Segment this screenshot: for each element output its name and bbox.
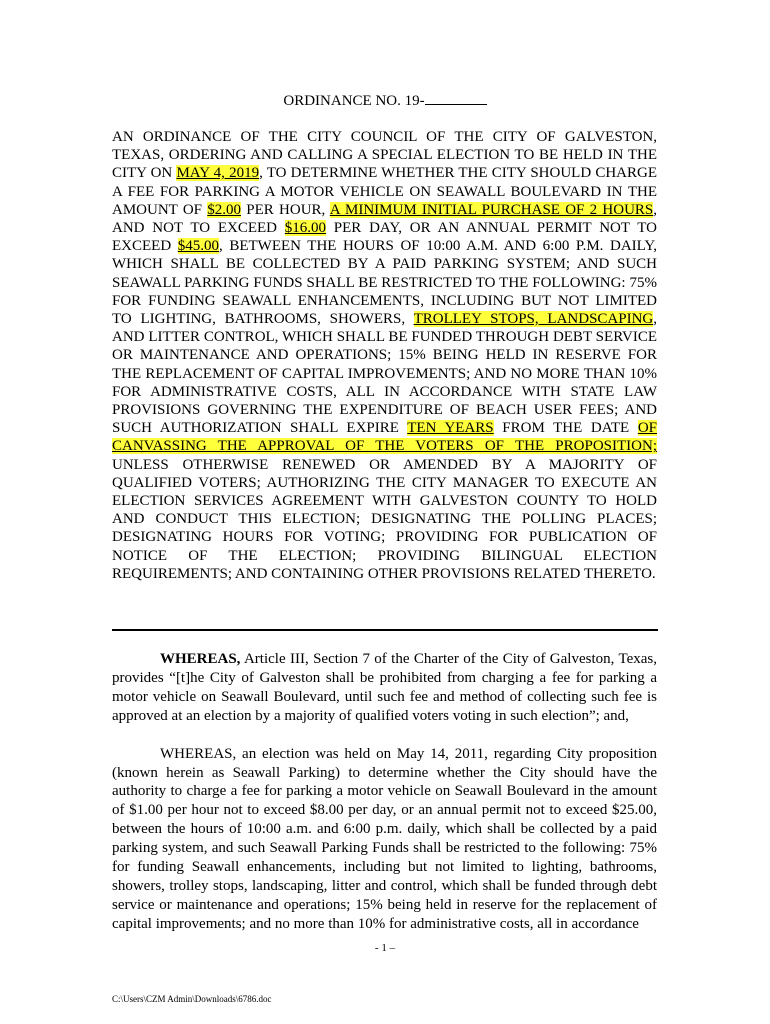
highlight-annual-permit: $45.00 (177, 238, 219, 255)
ordinance-number-blank (425, 92, 487, 105)
highlight-ten-years: TEN YEARS (407, 420, 494, 437)
highlight-minimum-purchase: A MINIMUM INITIAL PURCHASE OF 2 HOURS (329, 201, 654, 218)
file-path: C:\Users\CZM Admin\Downloads\6786.doc (112, 994, 272, 1004)
highlight-trolley-landscaping: TROLLEY STOPS, LANDSCAPING (413, 311, 654, 328)
whereas-lead: WHEREAS, (160, 651, 241, 667)
caption-text-2: , TO DETERMINE WHETHER THE CITY SHOULD CHARGE A FEE FOR PARKING A MOTOR VEHICLE ON SEAWALL BOULEVARD IN THE AMOUNT OF (112, 165, 657, 218)
caption-text-7: , AND LITTER CONTROL, WHICH SHALL BE FUNDED THROUGH DEBT SERVICE OR MAINTENANCE AND OPERATIONS; 15% BEING HELD IN RESERVE FOR THE REPLACEMENT OF CAPITAL IMPROVEMENTS; AND NO MORE THAN 10% FOR ADMINISTRATIVE COSTS, ALL IN ACCORDANCE WITH STATE LAW PROVISIONS GOVERNING THE EXPENDITURE OF BEACH USER FEES; AND SUCH AUTHORIZATION SHALL EXPIRE (112, 311, 657, 437)
caption-text-1: AN ORDINANCE OF THE CITY COUNCIL OF THE CITY OF GALVESTON, TEXAS, ORDERING AND CALLING A SPECIAL ELECTION TO BE HELD IN THE CITY ON (112, 129, 657, 182)
whereas-paragraph-1 (112, 650, 657, 726)
caption-text-8: FROM THE DATE (493, 420, 638, 437)
section-divider (112, 629, 658, 631)
highlight-canvassing: OF CANVASSING THE APPROVAL OF THE VOTERS OF THE PROPOSITION; (112, 420, 657, 455)
whereas-paragraph-2: WHEREAS, an election was held on May 14, 2011, regarding City proposition (known herein as Seawall Parking) to determine whether the City should have the authority to charge a fee for parking a motor vehicle on Seawall Boulevard in the amount of $1.00 per hour not to exceed $8.00 per day, or an annual permit not to exceed $25.00, between the hours of 10:00 a.m. and 6:00 p.m. daily, which shall be collected by a paid parking system, and such Seawall Parking Funds shall be restricted to the following: 75% for funding Seawall enhancements, including but not limited to lighting, bathrooms, showers, trolley stops, landscaping, litter and control, which shall be funded through debt service or maintenance and operations; 15% being held in reserve for the replacement of capital improvements; and no more than 10% for administrative costs, all in accordance (112, 745, 657, 932)
highlight-election-date: MAY 4, 2019 (176, 165, 260, 182)
ordinance-title-text: ORDINANCE NO. 19- (283, 93, 425, 109)
ordinance-body (112, 650, 657, 953)
caption-text-5: PER DAY, OR AN ANNUAL PERMIT NOT TO EXCEED (112, 220, 657, 255)
page-number: - 1 – (374, 942, 396, 954)
ordinance-caption (112, 128, 657, 583)
caption-text-3: PER HOUR, (241, 201, 330, 218)
whereas-paragraph-1-text: Article III, Section 7 of the Charter of the City of Galveston, Texas, provides “[t]he City of Galveston shall be prohibited from charging a fee for parking a motor vehicle on Seawall Boulevard, until such fee and method of collecting such fee is approved at an election by a majority of qualified voters voting in such election”; and, (112, 651, 657, 724)
caption-text-6: , BETWEEN THE HOURS OF 10:00 A.M. AND 6:00 P.M. DAILY, WHICH SHALL BE COLLECTED BY A PAID PARKING SYSTEM; AND SUCH SEAWALL PARKING FUNDS SHALL BE RESTRICTED TO THE FOLLOWING: 75% FOR FUNDING SEAWALL ENHANCEMENTS, INCLUDING BUT NOT LIMITED TO LIGHTING, BATHROOMS, SHOWERS, (112, 238, 657, 328)
ordinance-title (0, 92, 770, 110)
highlight-hourly-fee: $2.00 (207, 201, 242, 218)
caption-text-9: UNLESS OTHERWISE RENEWED OR AMENDED BY A MAJORITY OF QUALIFIED VOTERS; AUTHORIZING THE CITY MANAGER TO EXECUTE AN ELECTION SERVICES AGREEMENT WITH GALVESTON COUNTY TO HOLD AND CONDUCT THIS ELECTION; DESIGNATING THE POLLING PLACES; DESIGNATING HOURS FOR VOTING; PROVIDING FOR PUBLICATION OF NOTICE OF THE ELECTION; PROVIDING BILINGUAL ELECTION REQUIREMENTS; AND CONTAINING OTHER PROVISIONS RELATED THERETO. (112, 456, 657, 582)
highlight-daily-fee: $16.00 (284, 220, 327, 237)
caption-text-4: , AND NOT TO EXCEED (112, 201, 658, 237)
